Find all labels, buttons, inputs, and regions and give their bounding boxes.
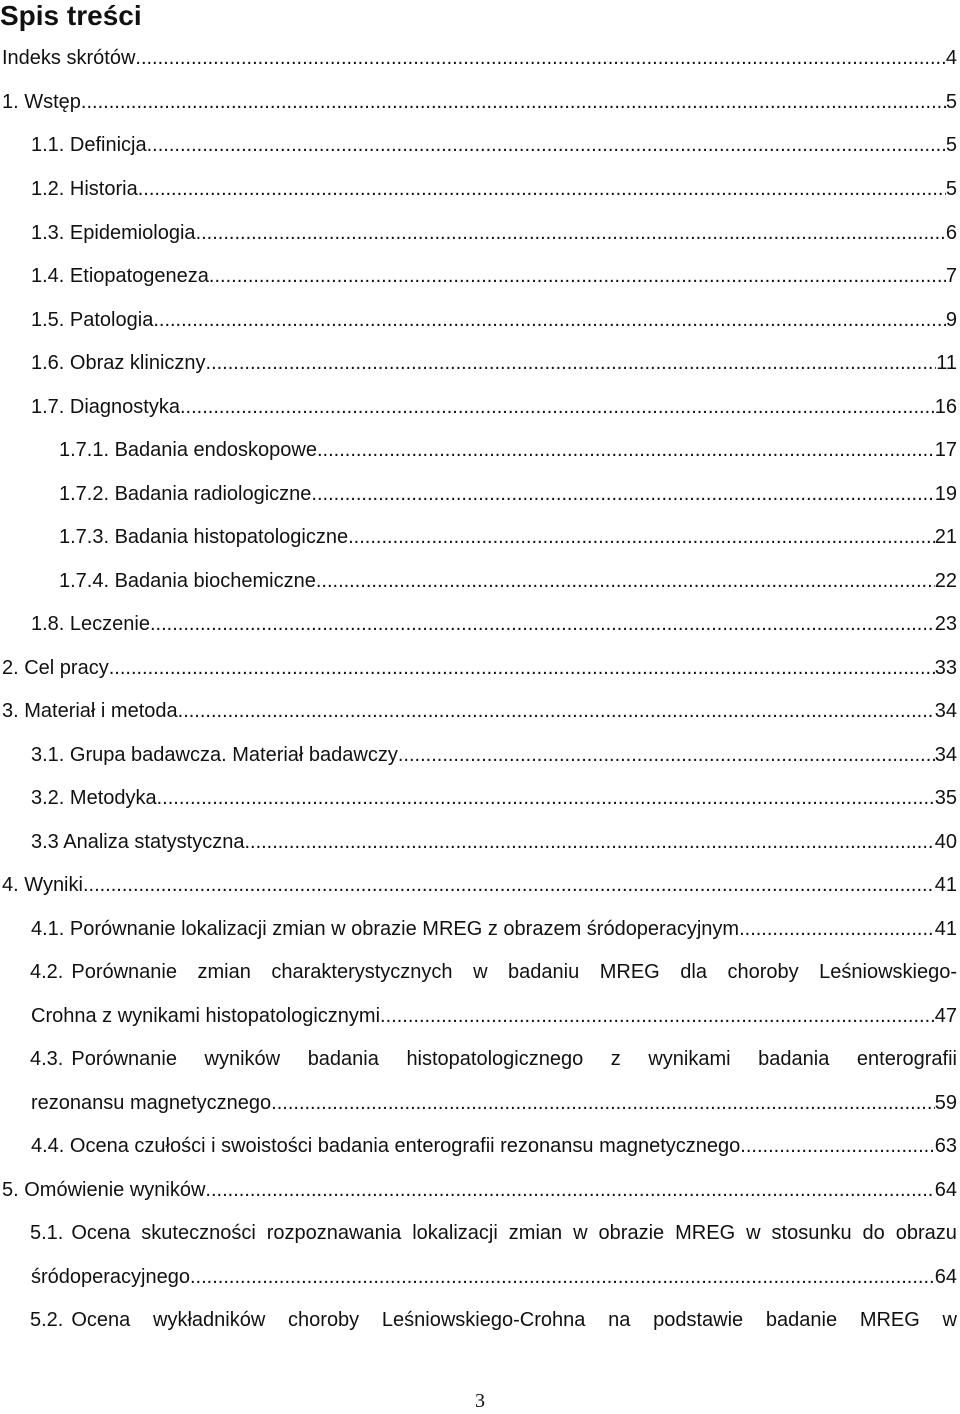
leader-dots <box>739 913 935 945</box>
leader-dots <box>180 391 935 423</box>
toc-word: Ocena <box>71 1222 131 1244</box>
toc-entry-label: 3.2. Metodyka <box>31 787 157 809</box>
toc-entry[interactable] <box>0 478 957 510</box>
toc-word: badania <box>307 1048 379 1070</box>
toc-entry[interactable] <box>0 347 957 379</box>
toc-entry[interactable] <box>0 217 957 249</box>
toc-entry[interactable] <box>0 739 957 771</box>
toc-word: histopatologicznego <box>406 1048 584 1070</box>
toc-entry-page: 64 <box>934 1179 957 1201</box>
leader-dots <box>380 1000 935 1032</box>
toc-entry-page: 19 <box>934 483 957 505</box>
leader-dots <box>83 869 935 901</box>
toc-entry[interactable] <box>0 1130 957 1162</box>
leader-dots <box>317 434 935 466</box>
toc-entry-label: Indeks skrótów <box>2 47 136 69</box>
toc-entry-label: 1.4. Etiopatogeneza <box>31 265 209 287</box>
leader-dots <box>157 782 935 814</box>
toc-entry-page: 47 <box>934 1005 957 1027</box>
leader-dots <box>135 42 945 74</box>
toc-entry-page: 16 <box>934 396 957 418</box>
leader-dots <box>398 739 935 771</box>
toc-word: zmian <box>197 961 251 983</box>
toc-entry[interactable] <box>0 42 957 74</box>
toc-entry-label: 1.7.2. Badania radiologiczne <box>59 483 312 505</box>
toc-entry-page: 6 <box>945 222 957 244</box>
toc-entry[interactable] <box>0 695 957 727</box>
toc-word: MREG <box>599 961 660 983</box>
toc-entry-label: 3. Materiał i metoda <box>2 700 178 722</box>
toc-word: badania <box>758 1048 830 1070</box>
toc-entry[interactable] <box>0 826 957 858</box>
toc-word: enterografii <box>856 1048 957 1070</box>
toc-entry-label: 1.5. Patologia <box>31 309 154 331</box>
toc-entry[interactable] <box>0 521 957 553</box>
toc-entry-label: rezonansu magnetycznego <box>31 1092 272 1114</box>
toc-word: zmian <box>508 1222 563 1244</box>
toc-entry-page: 21 <box>934 526 957 548</box>
page-number: 3 <box>475 1390 485 1412</box>
toc-word: Leśniowskiego-Crohna <box>381 1309 586 1331</box>
toc-word: w <box>473 961 488 983</box>
toc-entry-line1[interactable] <box>30 1304 957 1336</box>
toc-entry[interactable] <box>0 913 957 945</box>
toc-entry-label <box>71 1217 957 1249</box>
toc-entry-line1[interactable] <box>30 956 957 988</box>
leader-dots <box>147 129 946 161</box>
toc-word: rozpoznawania <box>266 1222 402 1244</box>
toc-entry-label: 4. Wyniki <box>2 874 83 896</box>
toc-entry-page: 11 <box>936 352 957 374</box>
toc-entry-number: 5.2. <box>30 1309 64 1331</box>
toc-word: dla <box>680 961 707 983</box>
toc-entry[interactable] <box>0 391 957 423</box>
toc-entry[interactable] <box>0 260 957 292</box>
leader-dots <box>153 304 946 336</box>
toc-entry-page: 23 <box>934 613 957 635</box>
leader-dots <box>316 565 935 597</box>
toc-word: choroby <box>727 961 799 983</box>
toc-entry-line2[interactable] <box>0 1087 957 1119</box>
leader-dots <box>740 1130 934 1162</box>
toc-entry-page: 34 <box>934 700 957 722</box>
toc-entry-page: 64 <box>934 1266 957 1288</box>
toc-entry-line2[interactable] <box>0 1000 957 1032</box>
toc-entry-label: 1.1. Definicja <box>31 134 147 156</box>
toc-entry-page: 5 <box>945 134 957 156</box>
toc-entry-label: 1.7.1. Badania endoskopowe <box>59 439 317 461</box>
toc-word: w <box>746 1222 761 1244</box>
toc-word: w <box>942 1309 957 1331</box>
toc-word: badanie <box>765 1309 838 1331</box>
toc-entry-page: 7 <box>945 265 957 287</box>
toc-word: badaniu <box>508 961 580 983</box>
leader-dots <box>348 521 935 553</box>
toc-entry-page: 17 <box>934 439 957 461</box>
toc-entry-page: 4 <box>945 47 957 69</box>
toc-entry-label: 5. Omówienie wyników <box>2 1179 206 1201</box>
toc-entry-number: 4.3. <box>30 1048 64 1070</box>
leader-dots <box>196 217 946 249</box>
leader-dots <box>81 86 946 118</box>
toc-entry-page: 5 <box>945 178 957 200</box>
toc-entry-label: 1.3. Epidemiologia <box>31 222 196 244</box>
leader-dots <box>271 1087 935 1119</box>
leader-dots <box>311 478 934 510</box>
toc-entry[interactable] <box>0 652 957 684</box>
leader-dots <box>206 347 937 379</box>
toc-word: wynikami <box>648 1048 731 1070</box>
toc-word: stosunku <box>771 1222 852 1244</box>
toc-entry-label: 1.7.3. Badania histopatologiczne <box>59 526 349 548</box>
leader-dots <box>150 608 935 640</box>
toc-word: na <box>608 1309 631 1331</box>
toc-entry-label: 1.7. Diagnostyka <box>31 396 180 418</box>
toc-word: z <box>610 1048 621 1070</box>
toc-word: obrazu <box>895 1222 957 1244</box>
toc-entry-label: 1.6. Obraz kliniczny <box>31 352 206 374</box>
leader-dots <box>244 826 934 858</box>
toc-entry-number: 4.2. <box>30 961 64 983</box>
toc-entry-page: 35 <box>934 787 957 809</box>
toc-word: MREG <box>859 1309 920 1331</box>
leader-dots <box>109 652 935 684</box>
toc-word: Porównanie <box>71 1048 177 1070</box>
leader-dots <box>209 260 946 292</box>
toc-entry-label: 1.2. Historia <box>31 178 138 200</box>
toc-entry-page: 63 <box>934 1135 957 1157</box>
toc-word: choroby <box>288 1309 360 1331</box>
toc-word: w <box>573 1222 588 1244</box>
toc-entry-number: 5.1. <box>30 1222 64 1244</box>
toc-entry-label: 4.4. Ocena czułości i swoistości badania enterografii rezonansu magnetycznego <box>31 1135 741 1157</box>
toc-word: Leśniowskiego- <box>819 961 957 983</box>
toc-word: podstawie <box>653 1309 744 1331</box>
leader-dots <box>178 695 935 727</box>
toc-entry[interactable] <box>0 304 957 336</box>
toc-word: wykładników <box>153 1309 266 1331</box>
toc-entry[interactable] <box>0 173 957 205</box>
toc-entry[interactable] <box>0 1174 957 1206</box>
toc-entry-page: 40 <box>934 831 957 853</box>
toc-entry-page: 41 <box>934 874 957 896</box>
toc-entry[interactable] <box>0 869 957 901</box>
toc-entry-label: 3.3 Analiza statystyczna <box>31 831 245 853</box>
toc-entry-label <box>71 1043 957 1075</box>
toc-entry-label: 1.8. Leczenie <box>31 613 150 635</box>
toc-entry-page: 9 <box>945 309 957 331</box>
toc-word: MREG <box>675 1222 736 1244</box>
toc-word: Porównanie <box>71 961 177 983</box>
toc-entry-page: 5 <box>945 91 957 113</box>
toc-entry-label: śródoperacyjnego <box>31 1266 190 1288</box>
toc-entry[interactable] <box>0 434 957 466</box>
toc-entry[interactable] <box>0 782 957 814</box>
toc-entry-label: Crohna z wynikami histopatologicznymi <box>31 1005 381 1027</box>
toc-word: charakterystycznych <box>271 961 453 983</box>
toc-entry-label: 2. Cel pracy <box>2 657 109 679</box>
toc-word: do <box>862 1222 885 1244</box>
toc-word: lokalizacji <box>412 1222 498 1244</box>
toc-entry-page: 59 <box>934 1092 957 1114</box>
toc-entry-page: 41 <box>934 918 957 940</box>
toc-word: skuteczności <box>141 1222 256 1244</box>
toc-entry-line1[interactable] <box>30 1043 957 1075</box>
leader-dots <box>205 1174 934 1206</box>
leader-dots <box>138 173 946 205</box>
toc-entry[interactable] <box>0 565 957 597</box>
toc-entry[interactable] <box>0 608 957 640</box>
toc-entry-label: 1. Wstęp <box>2 91 81 113</box>
toc-entry-label: 3.1. Grupa badawcza. Materiał badawczy <box>31 744 398 766</box>
toc-entry-label <box>71 1304 957 1336</box>
toc-entry-label <box>71 956 957 988</box>
toc-entry-page: 34 <box>934 744 957 766</box>
leader-dots <box>190 1261 935 1293</box>
toc-entry-line2[interactable] <box>0 1261 957 1293</box>
toc-word: Ocena <box>71 1309 131 1331</box>
toc-entry-line1[interactable] <box>30 1217 957 1249</box>
toc-entry[interactable] <box>0 129 957 161</box>
toc-entry[interactable] <box>0 86 957 118</box>
toc-entry-label: 1.7.4. Badania biochemiczne <box>59 570 316 592</box>
toc-word: wyników <box>204 1048 281 1070</box>
toc-entry-label: 4.1. Porównanie lokalizacji zmian w obrazie MREG z obrazem śródoperacyjnym <box>31 918 740 940</box>
toc-entry-page: 22 <box>934 570 957 592</box>
toc-title: Spis treści <box>0 0 142 31</box>
toc-entry-page: 33 <box>934 657 957 679</box>
toc-word: obrazie <box>598 1222 665 1244</box>
